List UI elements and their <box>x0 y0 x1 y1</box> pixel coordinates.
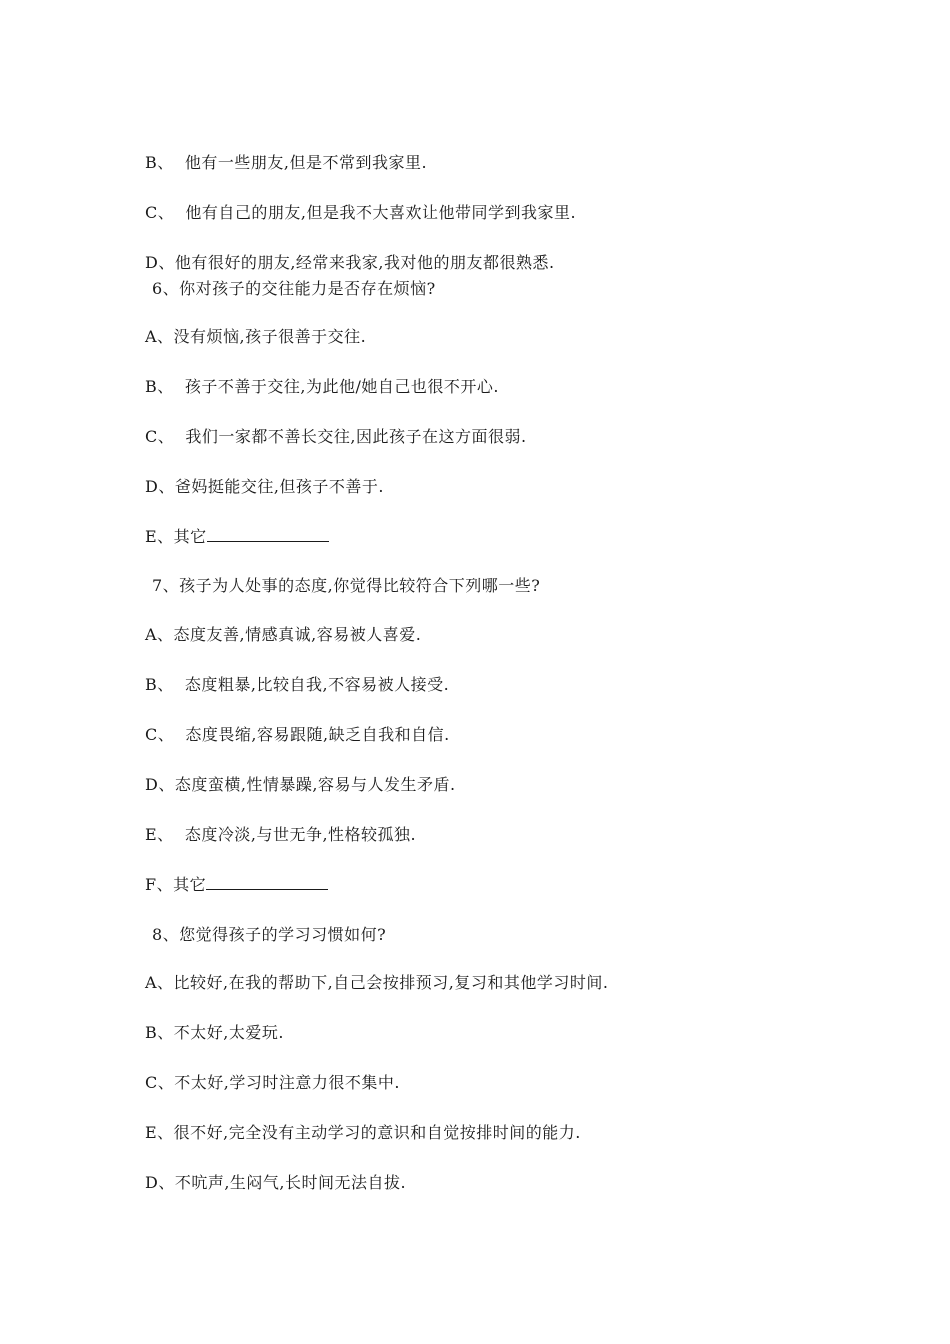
answer-blank[interactable] <box>206 875 328 890</box>
option-line-with-blank <box>145 874 328 896</box>
option-line: D、爸妈挺能交往,但孩子不善于. <box>145 477 385 496</box>
option-line: C、不太好,学习时注意力很不集中. <box>145 1073 400 1092</box>
option-line: B、 他有一些朋友,但是不常到我家里. <box>145 153 428 172</box>
option-line: A、没有烦恼,孩子很善于交往. <box>145 327 367 346</box>
option-line: E、很不好,完全没有主动学习的意识和自觉按排时间的能力. <box>145 1123 581 1142</box>
option-line: C、 我们一家都不善长交往,因此孩子在这方面很弱. <box>145 427 527 446</box>
option-line: C、 态度畏缩,容易跟随,缺乏自我和自信. <box>145 725 450 744</box>
option-label: E、其它 <box>145 527 207 546</box>
question-line: 7、孩子为人处事的态度,你觉得比较符合下列哪一些? <box>152 576 541 595</box>
option-line: D、态度蛮横,性情暴躁,容易与人发生矛盾. <box>145 775 456 794</box>
option-line: E、 态度冷淡,与世无争,性格较孤独. <box>145 825 417 844</box>
option-line-with-blank <box>145 526 329 548</box>
option-line: A、态度友善,情感真诚,容易被人喜爱. <box>145 625 422 644</box>
option-label: F、其它 <box>145 875 207 894</box>
option-line: B、 态度粗暴,比较自我,不容易被人接受. <box>145 675 450 694</box>
question-line: 6、你对孩子的交往能力是否存在烦恼? <box>152 279 436 298</box>
option-line: B、不太好,太爱玩. <box>145 1023 284 1042</box>
answer-blank[interactable] <box>207 527 329 542</box>
option-line: D、不吭声,生闷气,长时间无法自拔. <box>145 1173 407 1192</box>
option-line: D、他有很好的朋友,经常来我家,我对他的朋友都很熟悉. <box>145 253 555 272</box>
question-line: 8、您觉得孩子的学习习惯如何? <box>152 925 387 944</box>
option-line: B、 孩子不善于交往,为此他/她自己也很不开心. <box>145 377 499 396</box>
option-line: C、 他有自己的朋友,但是我不大喜欢让他带同学到我家里. <box>145 203 577 222</box>
option-line: A、比较好,在我的帮助下,自己会按排预习,复习和其他学习时间. <box>145 973 609 992</box>
